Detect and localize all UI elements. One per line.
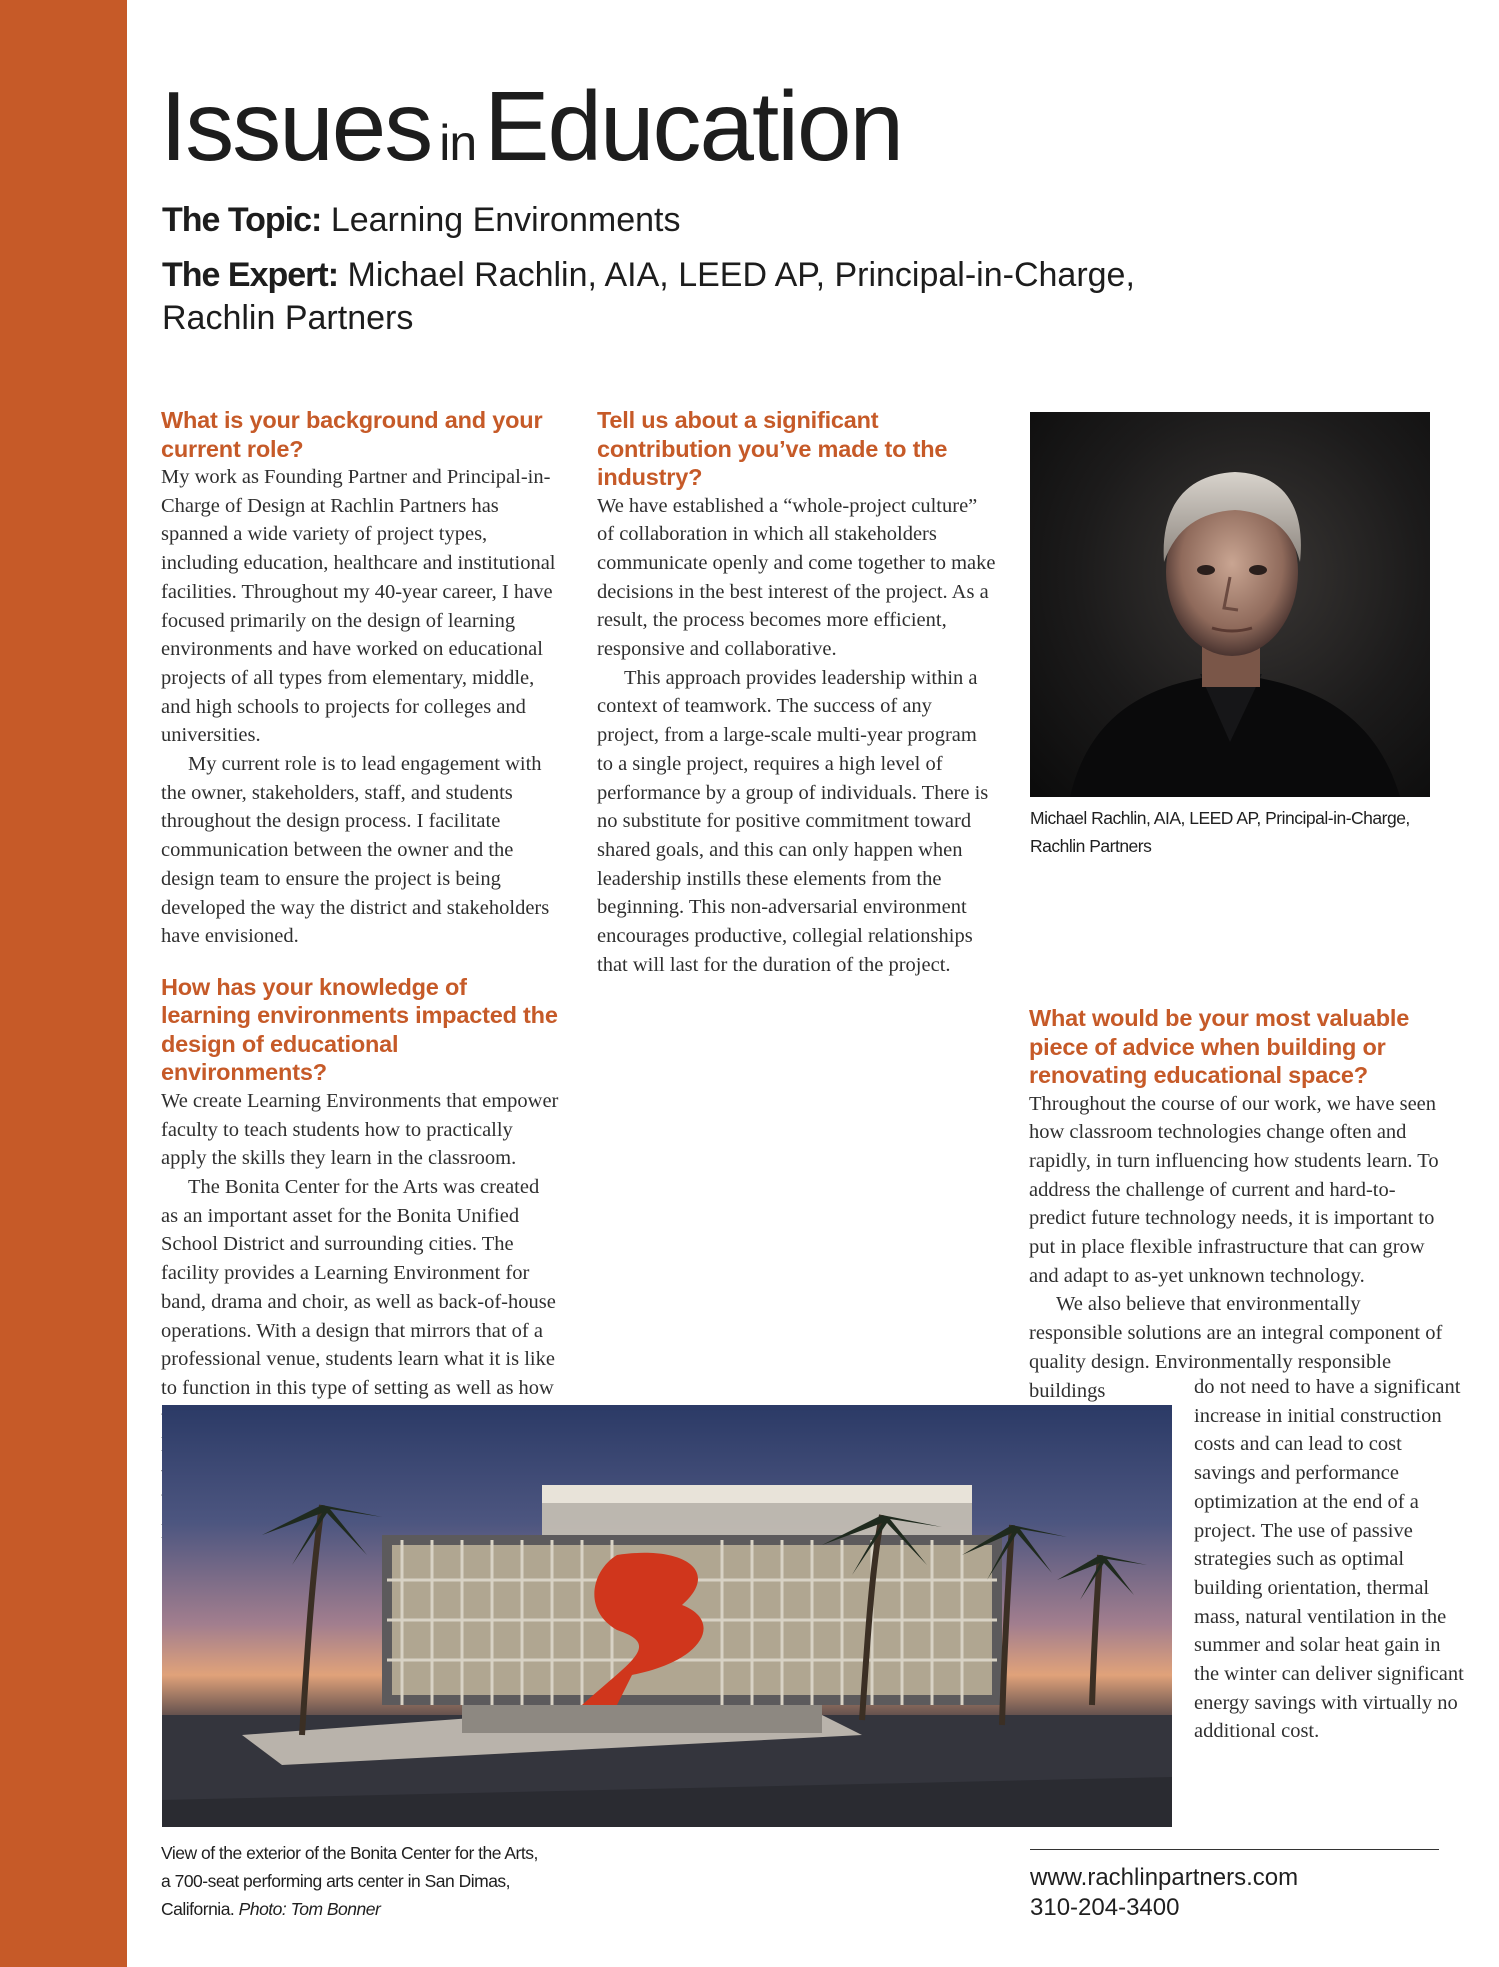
page-title: [160, 70, 902, 183]
topic-label: The Topic:: [162, 201, 322, 239]
topic-value: Learning Environments: [330, 201, 681, 239]
column-three: [1029, 1004, 1449, 1405]
portrait-caption: Michael Rachlin, AIA, LEED AP, Principal-in-Charge, Rachlin Partners: [1030, 808, 1410, 856]
expert-label: The Expert:: [162, 256, 339, 294]
contact-divider: [1030, 1849, 1439, 1850]
building-photo: [162, 1405, 1172, 1827]
portrait-illustration: [1030, 412, 1430, 797]
column-one: [161, 406, 561, 1546]
answer-background-p1: My work as Founding Partner and Principal-in-Charge of Design at Rachlin Partners has spanned a wide variety of project types, including education, healthcare and institutional facilities. Throughout my 40-year career, I have focused primarily on the design of learning environments and have worked on educational projects of all types from elementary, middle, and high schools to projects for colleges and universities.: [161, 466, 556, 747]
side-color-bar: [0, 0, 127, 1967]
topic-line: [162, 199, 680, 242]
phone-number: 310-204-3400: [1030, 1894, 1180, 1921]
answer-background-p2: My current role is to lead engagement with the owner, stakeholders, staff, and students throughout the design process. I facilitate communication between the owner and the design team to ensure the project is being developed the way the district and stakeholders have envisioned.: [161, 753, 550, 948]
portrait-photo: [1030, 412, 1430, 797]
question-background: What is your background and your current role?: [161, 407, 543, 462]
title-in: in: [439, 115, 477, 171]
title-education: Education: [484, 71, 903, 181]
question-knowledge: How has your knowledge of learning environments impacted the design of educational environments?: [161, 973, 558, 1086]
answer-contribution-p1: We have established a “whole-project culture” of collaboration in which all stakeholders communicate openly and come together to make decisions in the best interest of the project. As a result, the process becomes more efficient, responsive and collaborative.: [597, 494, 996, 661]
question-contribution: Tell us about a significant contribution you’ve made to the industry?: [597, 407, 948, 490]
answer-advice-continued: do not need to have a significant increase in initial construction costs and can lead to cost savings and performance optimization at the end of a project. The use of passive strategies such as optimal building orientation, thermal mass, natural ventilation in the summer and solar heat gain in the winter can deliver significant energy savings with virtually no additional cost.: [1194, 1376, 1464, 1743]
column-two: [597, 406, 997, 979]
website-link[interactable]: www.rachlinpartners.com: [1030, 1864, 1299, 1891]
answer-knowledge-p2: The Bonita Center for the Arts was created as an important asset for the Bonita Unified School District and surrounding cities. The facility provides a Learning Environment for band, drama and choir, as well as back-of-house operations. With a design that mirrors that of a professional venue, students learn what it is like to function in this type of setting as well as how: [161, 1176, 556, 1399]
building-caption-text: View of the exterior of the Bonita Center for the Arts, a 700-seat performing arts center in San Dimas, California.: [161, 1843, 538, 1919]
building-illustration: [162, 1405, 1172, 1827]
question-advice: What would be your most valuable piece of advice when building or renovating educational space?: [1029, 1005, 1410, 1088]
answer-knowledge-p1: We create Learning Environments that empower faculty to teach students how to practically apply the skills they learn in the classroom.: [161, 1089, 559, 1170]
expert-line: [162, 254, 1222, 340]
photo-credit: Photo: Tom Bonner: [238, 1899, 381, 1919]
answer-advice-p2: We also believe that environmentally responsible solutions are an integral component of quality design. Environmentally responsible buildings: [1029, 1293, 1443, 1402]
title-issues: Issues: [160, 71, 432, 181]
answer-advice-p1: Throughout the course of our work, we have seen how classroom technologies change often and rapidly, in turn influencing how students learn. To address the challenge of current and hard-to-predict future technology needs, it is important to put in place flexible infrastructure that can grow and adapt to as-yet unknown technology.: [1029, 1092, 1439, 1287]
building-caption: [161, 1839, 541, 1923]
answer-contribution-p2: This approach provides leadership within a context of teamwork. The success of any project, from a large-scale multi-year program to a single project, requires a high level of performance by a group of individuals. There is no substitute for positive commitment toward shared goals, and this can only happen when leadership instills these elements from the beginning. This non-adversarial environment encourages productive, collegial relationships that will last for the duration of the project.: [597, 666, 989, 976]
expert-value: Michael Rachlin, AIA, LEED AP, Principal-in-Charge, Rachlin Partners: [162, 256, 1135, 337]
